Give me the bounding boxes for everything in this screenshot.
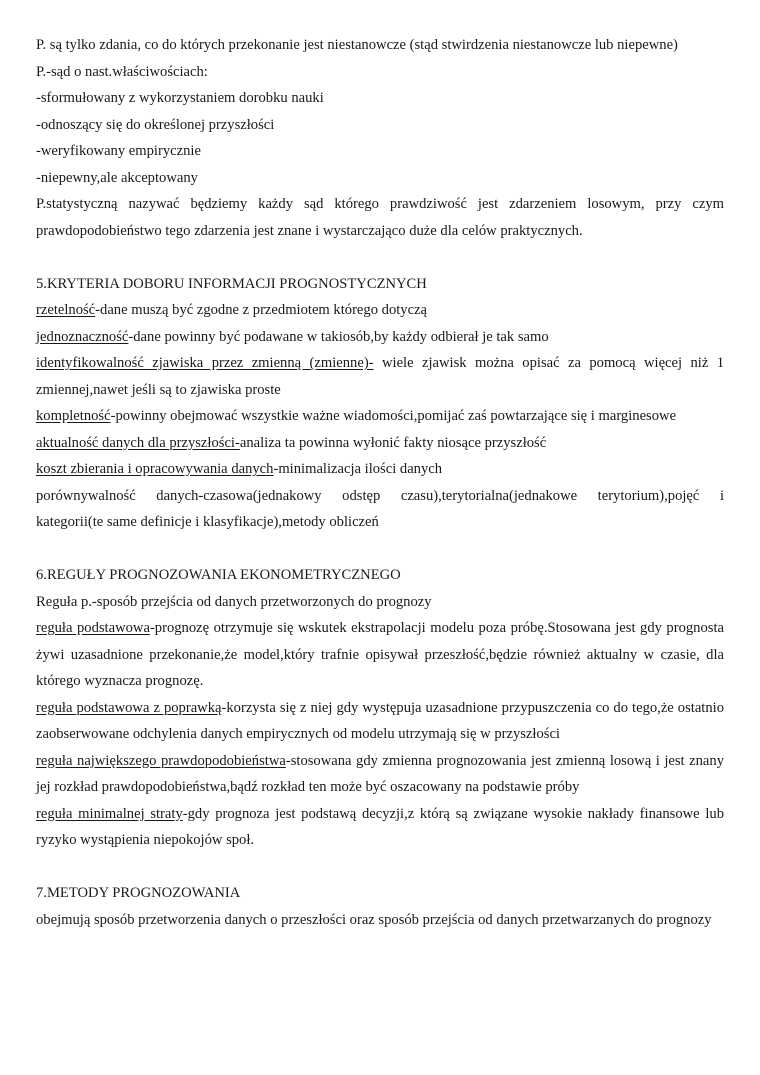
rule-item [36, 748, 724, 801]
intro-line: -niepewny,ale akceptowany [36, 169, 198, 186]
criteria-term: kompletność [36, 408, 111, 424]
criteria-item [36, 403, 724, 430]
rule-text: -gdy prognoza jest podstawą decyzji,z którą są związane wysokie nakłady finansowe lub ryzyko wystąpienia niepokojów społ. [36, 805, 724, 848]
document-page [36, 32, 724, 933]
criteria-item [36, 456, 724, 483]
criteria-term: jednoznaczność [36, 328, 129, 345]
statistical-prediction-paragraph: P.statystyczną nazywać będziemy każdy sąd którego prawdziwość jest zdarzeniem losowym, przy czym prawdopodobieństwo tego zdarzenia jest znane i wystarczająco duże dla celów praktycznych. [36, 196, 724, 239]
criteria-term: rzetelność [36, 302, 96, 318]
criteria-term: koszt zbierania i opracowywania danych [36, 461, 274, 477]
rule-intro: Reguła p.-sposób przejścia od danych przetworzonych do prognozy [36, 593, 432, 610]
criteria-item [36, 430, 724, 457]
spacer [36, 244, 724, 271]
criteria-text: wiele zjawisk można opisać za pomocą więcej niż 1 zmiennej,nawet jeśli są to zjawiska proste [36, 355, 725, 398]
comparability-line: porównywalność danych-czasowa(jednakowy odstęp czasu),terytorialna(jednakowe terytorium),pojęć i [36, 487, 724, 504]
criteria-text: -dane muszą być zgodne z przedmiotem którego dotyczą [95, 302, 428, 318]
intro-line: -weryfikowany empirycznie [36, 143, 201, 159]
rule-term: reguła podstawowa [36, 620, 150, 636]
rule-text: -korzysta się z niej gdy występuja uzasadnione przypuszczenia co do tego,że ostatnio zaobserwowane odchylenia danych empirycznych od modelu utrzymają się w przyszłości [36, 699, 724, 742]
intro-line: -odnoszący się do określonej przyszłości [36, 116, 275, 133]
intro-line: P. są tylko zdania, co do których przekonanie jest niestanowcze (stąd stwirdzenia niestanowcze lub niepewne) [36, 37, 678, 53]
criteria-text: -minimalizacja ilości danych [273, 461, 443, 477]
rule-item [36, 801, 724, 854]
criteria-term: identyfikowalność zjawiska przez zmienną (zmienne)- [36, 355, 374, 371]
rule-term: reguła podstawowa z poprawką [36, 699, 222, 716]
rule-text: -stosowana gdy zmienna prognozowania jest zmienną losową i jest znany jej rozkład prawdopodobieństwa,bądź rozkład ten może być oszacowany na podstawie próby [36, 752, 725, 795]
criteria-item [36, 324, 724, 351]
spacer [36, 854, 724, 881]
rule-term: reguła największego prawdopodobieństwa [36, 752, 286, 769]
rule-item [36, 695, 724, 748]
criteria-term: aktualność danych dla przyszłości- [36, 434, 240, 451]
intro-line: -sformułowany z wykorzystaniem dorobku nauki [36, 90, 324, 106]
spacer [36, 536, 724, 563]
criteria-item [36, 350, 724, 403]
intro-line: P.-sąd o nast.właściwościach: [36, 63, 208, 80]
criteria-item [36, 297, 724, 324]
section-5-heading: 5.KRYTERIA DOBORU INFORMACJI PROGNOSTYCZNYCH [36, 275, 427, 292]
criteria-text: -powinny obejmować wszystkie ważne wiadomości,pomijać zaś powtarzające się i marginesowe [110, 408, 677, 424]
section-6-heading: 6.REGUŁY PROGNOZOWANIA EKONOMETRYCZNEGO [36, 567, 401, 583]
criteria-text: analiza ta powinna wyłonić fakty niosące przyszłość [239, 434, 547, 451]
comparability-line: kategorii(te same definicje i klasyfikacje),metody obliczeń [36, 514, 379, 530]
criteria-text: -dane powinny być podawane w takiosób,by każdy odbierał je tak samo [128, 328, 549, 345]
rule-item [36, 615, 724, 695]
rule-term: reguła minimalnej straty [36, 805, 183, 822]
methods-paragraph: obejmują sposób przetworzenia danych o przeszłości oraz sposób przejścia od danych przetwarzanych do prognozy [36, 911, 712, 928]
section-7-heading: 7.METODY PROGNOZOWANIA [36, 885, 241, 901]
rule-text: -prognozę otrzymuje się wskutek ekstrapolacji modelu poza próbę.Stosowana jest gdy prognosta żywi uzasadnione przekonanie,że model,który trafnie opisywał przeszłość,będzie również aktualny w czasie, dla którego wyznacza prognozę. [36, 620, 724, 689]
